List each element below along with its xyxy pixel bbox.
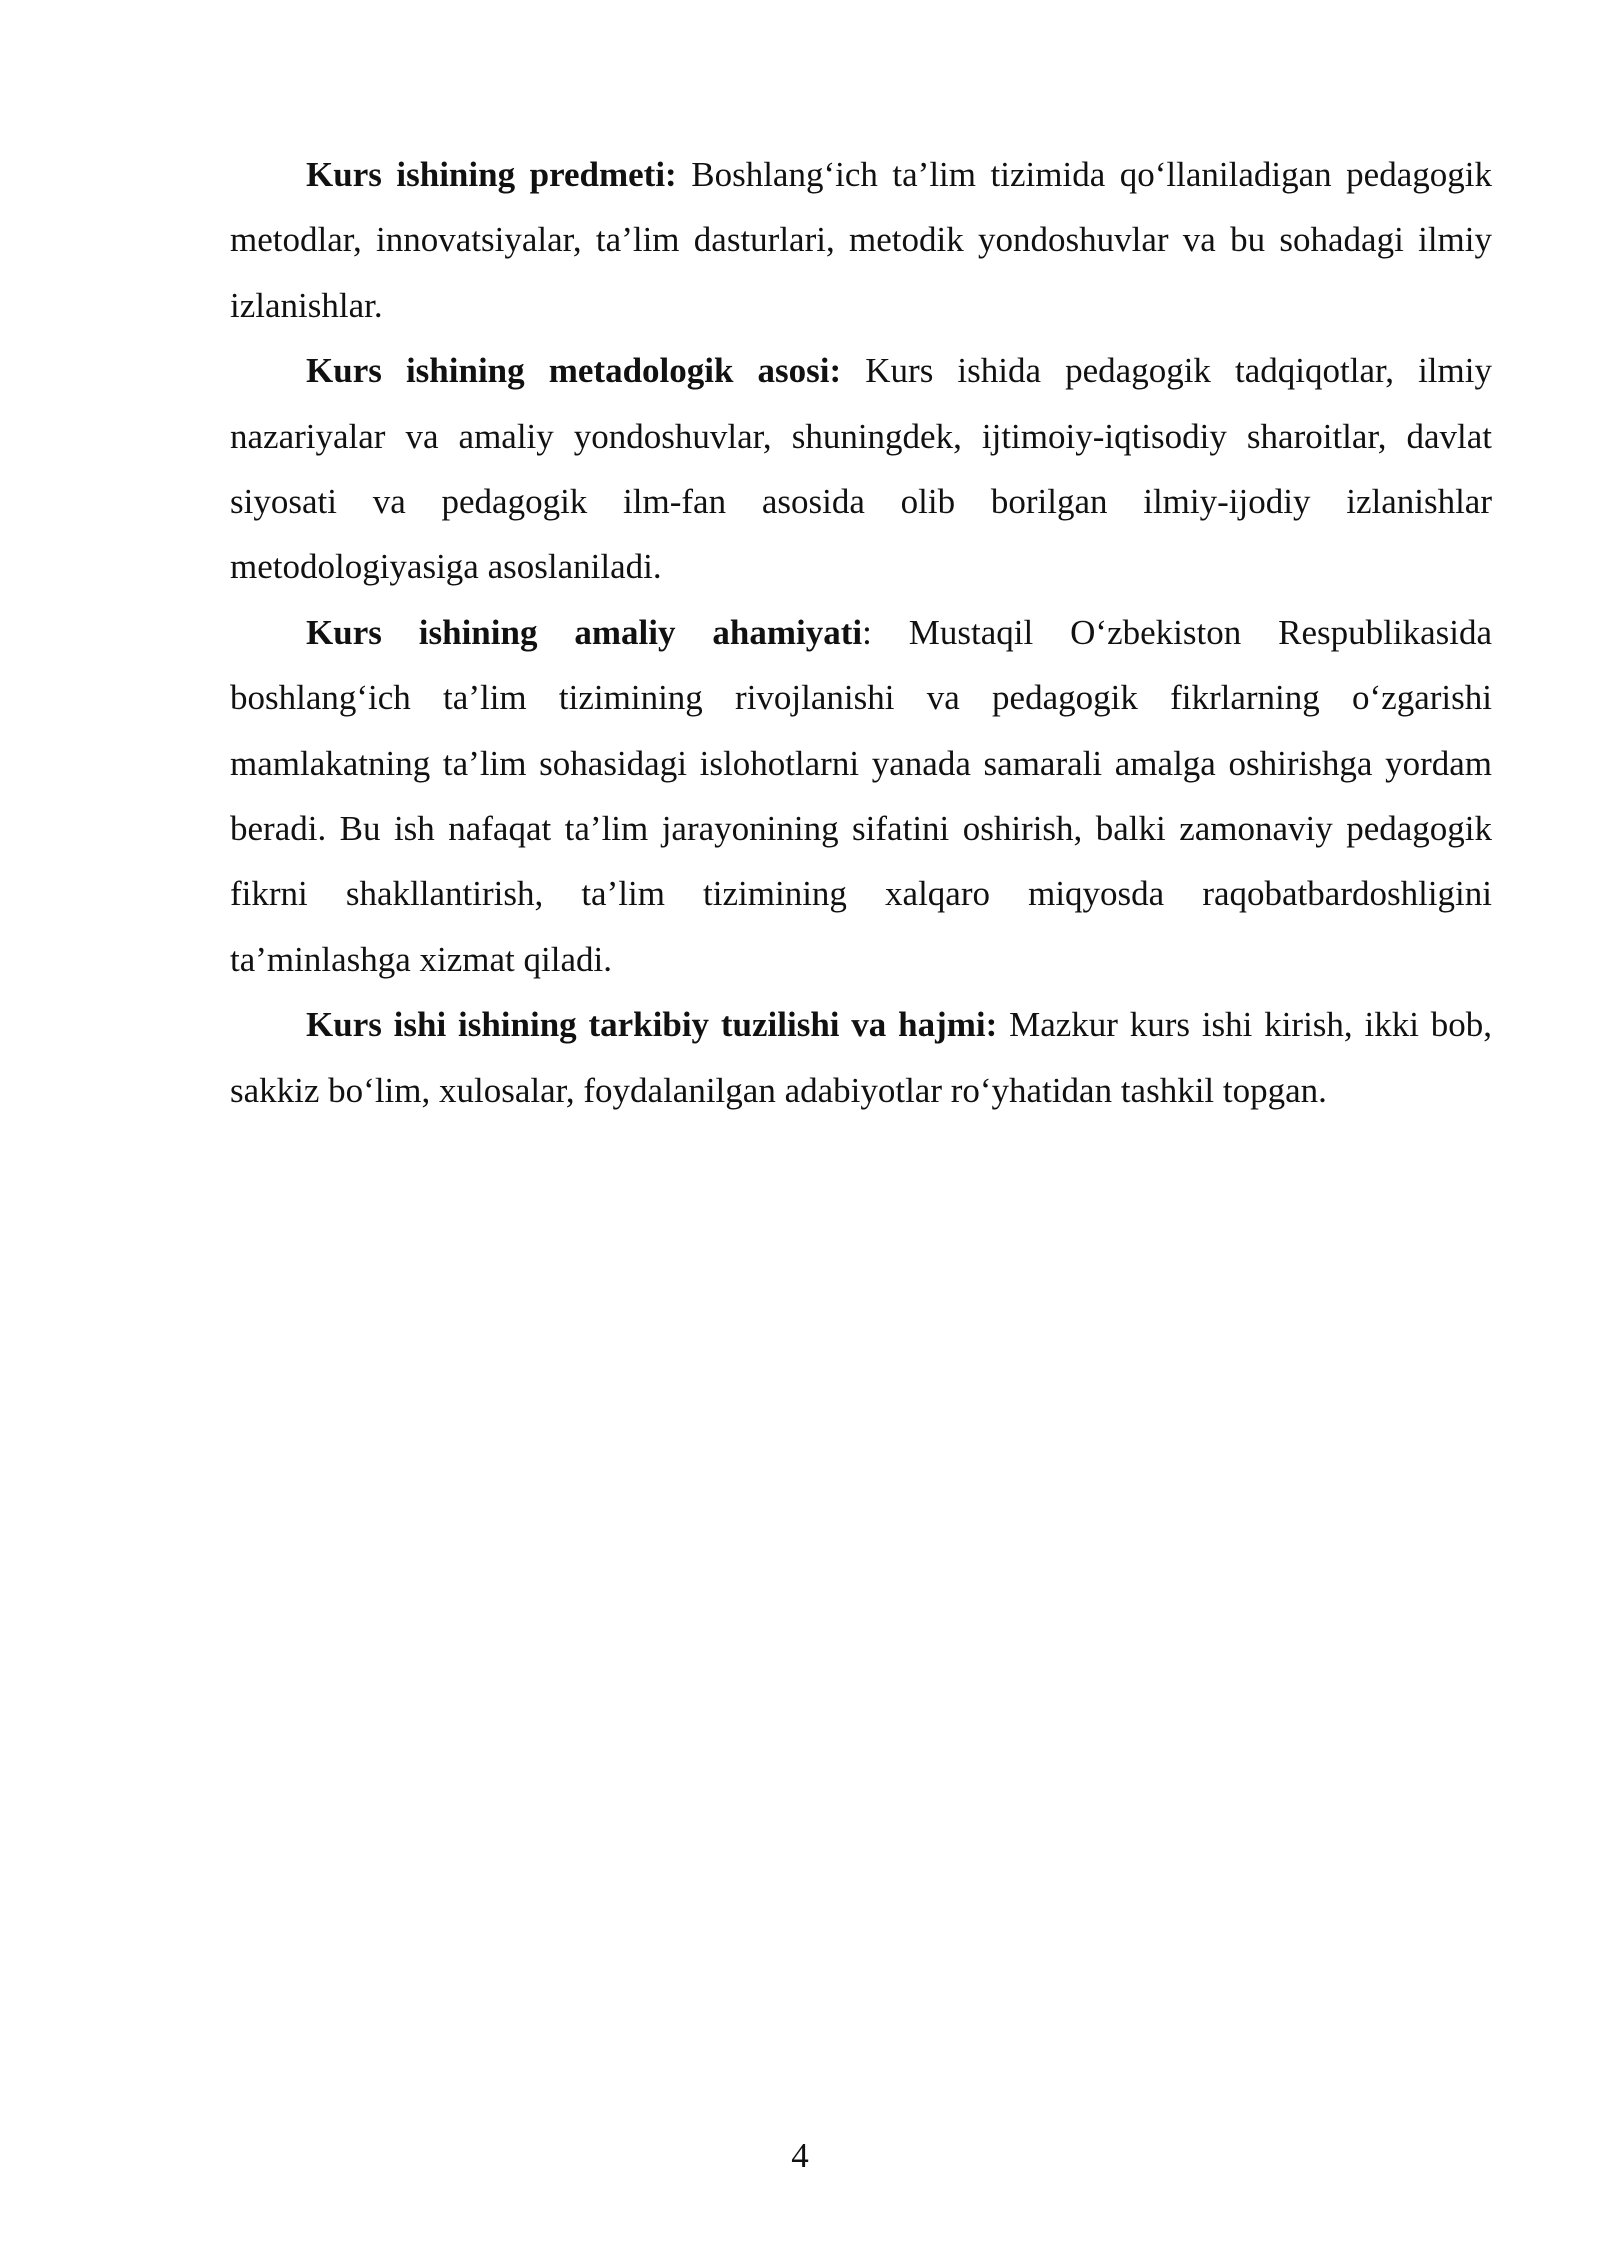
paragraph-subject xyxy=(230,142,1492,338)
paragraph-subject-text: Boshlang‘ich ta’lim tizimida qo‘llaniladigan pedagogik metodlar, innovatsiyalar, ta’lim dasturlari, metodik yondoshuvlar va bu sohadagi ilmiy izlanishlar. xyxy=(230,155,1492,325)
page-number: 4 xyxy=(791,2136,809,2175)
paragraph-practical-significance-label: Kurs ishining amaliy ahamiyati xyxy=(306,612,863,652)
paragraph-practical-significance xyxy=(230,600,1492,992)
paragraph-methodology xyxy=(230,338,1492,600)
paragraph-practical-significance-text: : Mustaqil O‘zbekiston Respublikasida boshlang‘ich ta’lim tizimining rivojlanishi va pedagogik fikrlarning o‘zgarishi mamlakatning ta’lim sohasidagi islohotlarni yanada samarali amalga oshirishga yordam beradi. Bu ish nafaqat ta’lim jarayonining sifatini oshirish, balki zamonaviy pedagogik fikrni shakllantirish, ta’lim tizimining xalqaro miqyosda raqobatbardoshligini ta’minlashga xizmat qiladi. xyxy=(230,612,1492,979)
paragraph-structure xyxy=(230,992,1492,1123)
paragraph-structure-text: Mazkur kurs ishi kirish, ikki bob, sakkiz bo‘lim, xulosalar, foydalanilgan adabiyotlar ro‘yhatidan tashkil topgan. xyxy=(230,1005,1492,1110)
document-body xyxy=(230,142,1492,1123)
paragraph-methodology-text: Kurs ishida pedagogik tadqiqotlar, ilmiy nazariyalar va amaliy yondoshuvlar, shuningdek, ijtimoiy-iqtisodiy sharoitlar, davlat siyosati va pedagogik ilm-fan asosida olib borilgan ilmiy-ijodiy izlanishlar metodologiyasiga asoslaniladi. xyxy=(230,351,1492,587)
paragraph-methodology-label: Kurs ishining metadologik asosi: xyxy=(306,351,842,391)
paragraph-subject-label: Kurs ishining predmeti: xyxy=(306,155,677,194)
paragraph-structure-label: Kurs ishi ishining tarkibiy tuzilishi va hajmi: xyxy=(306,1005,998,1045)
